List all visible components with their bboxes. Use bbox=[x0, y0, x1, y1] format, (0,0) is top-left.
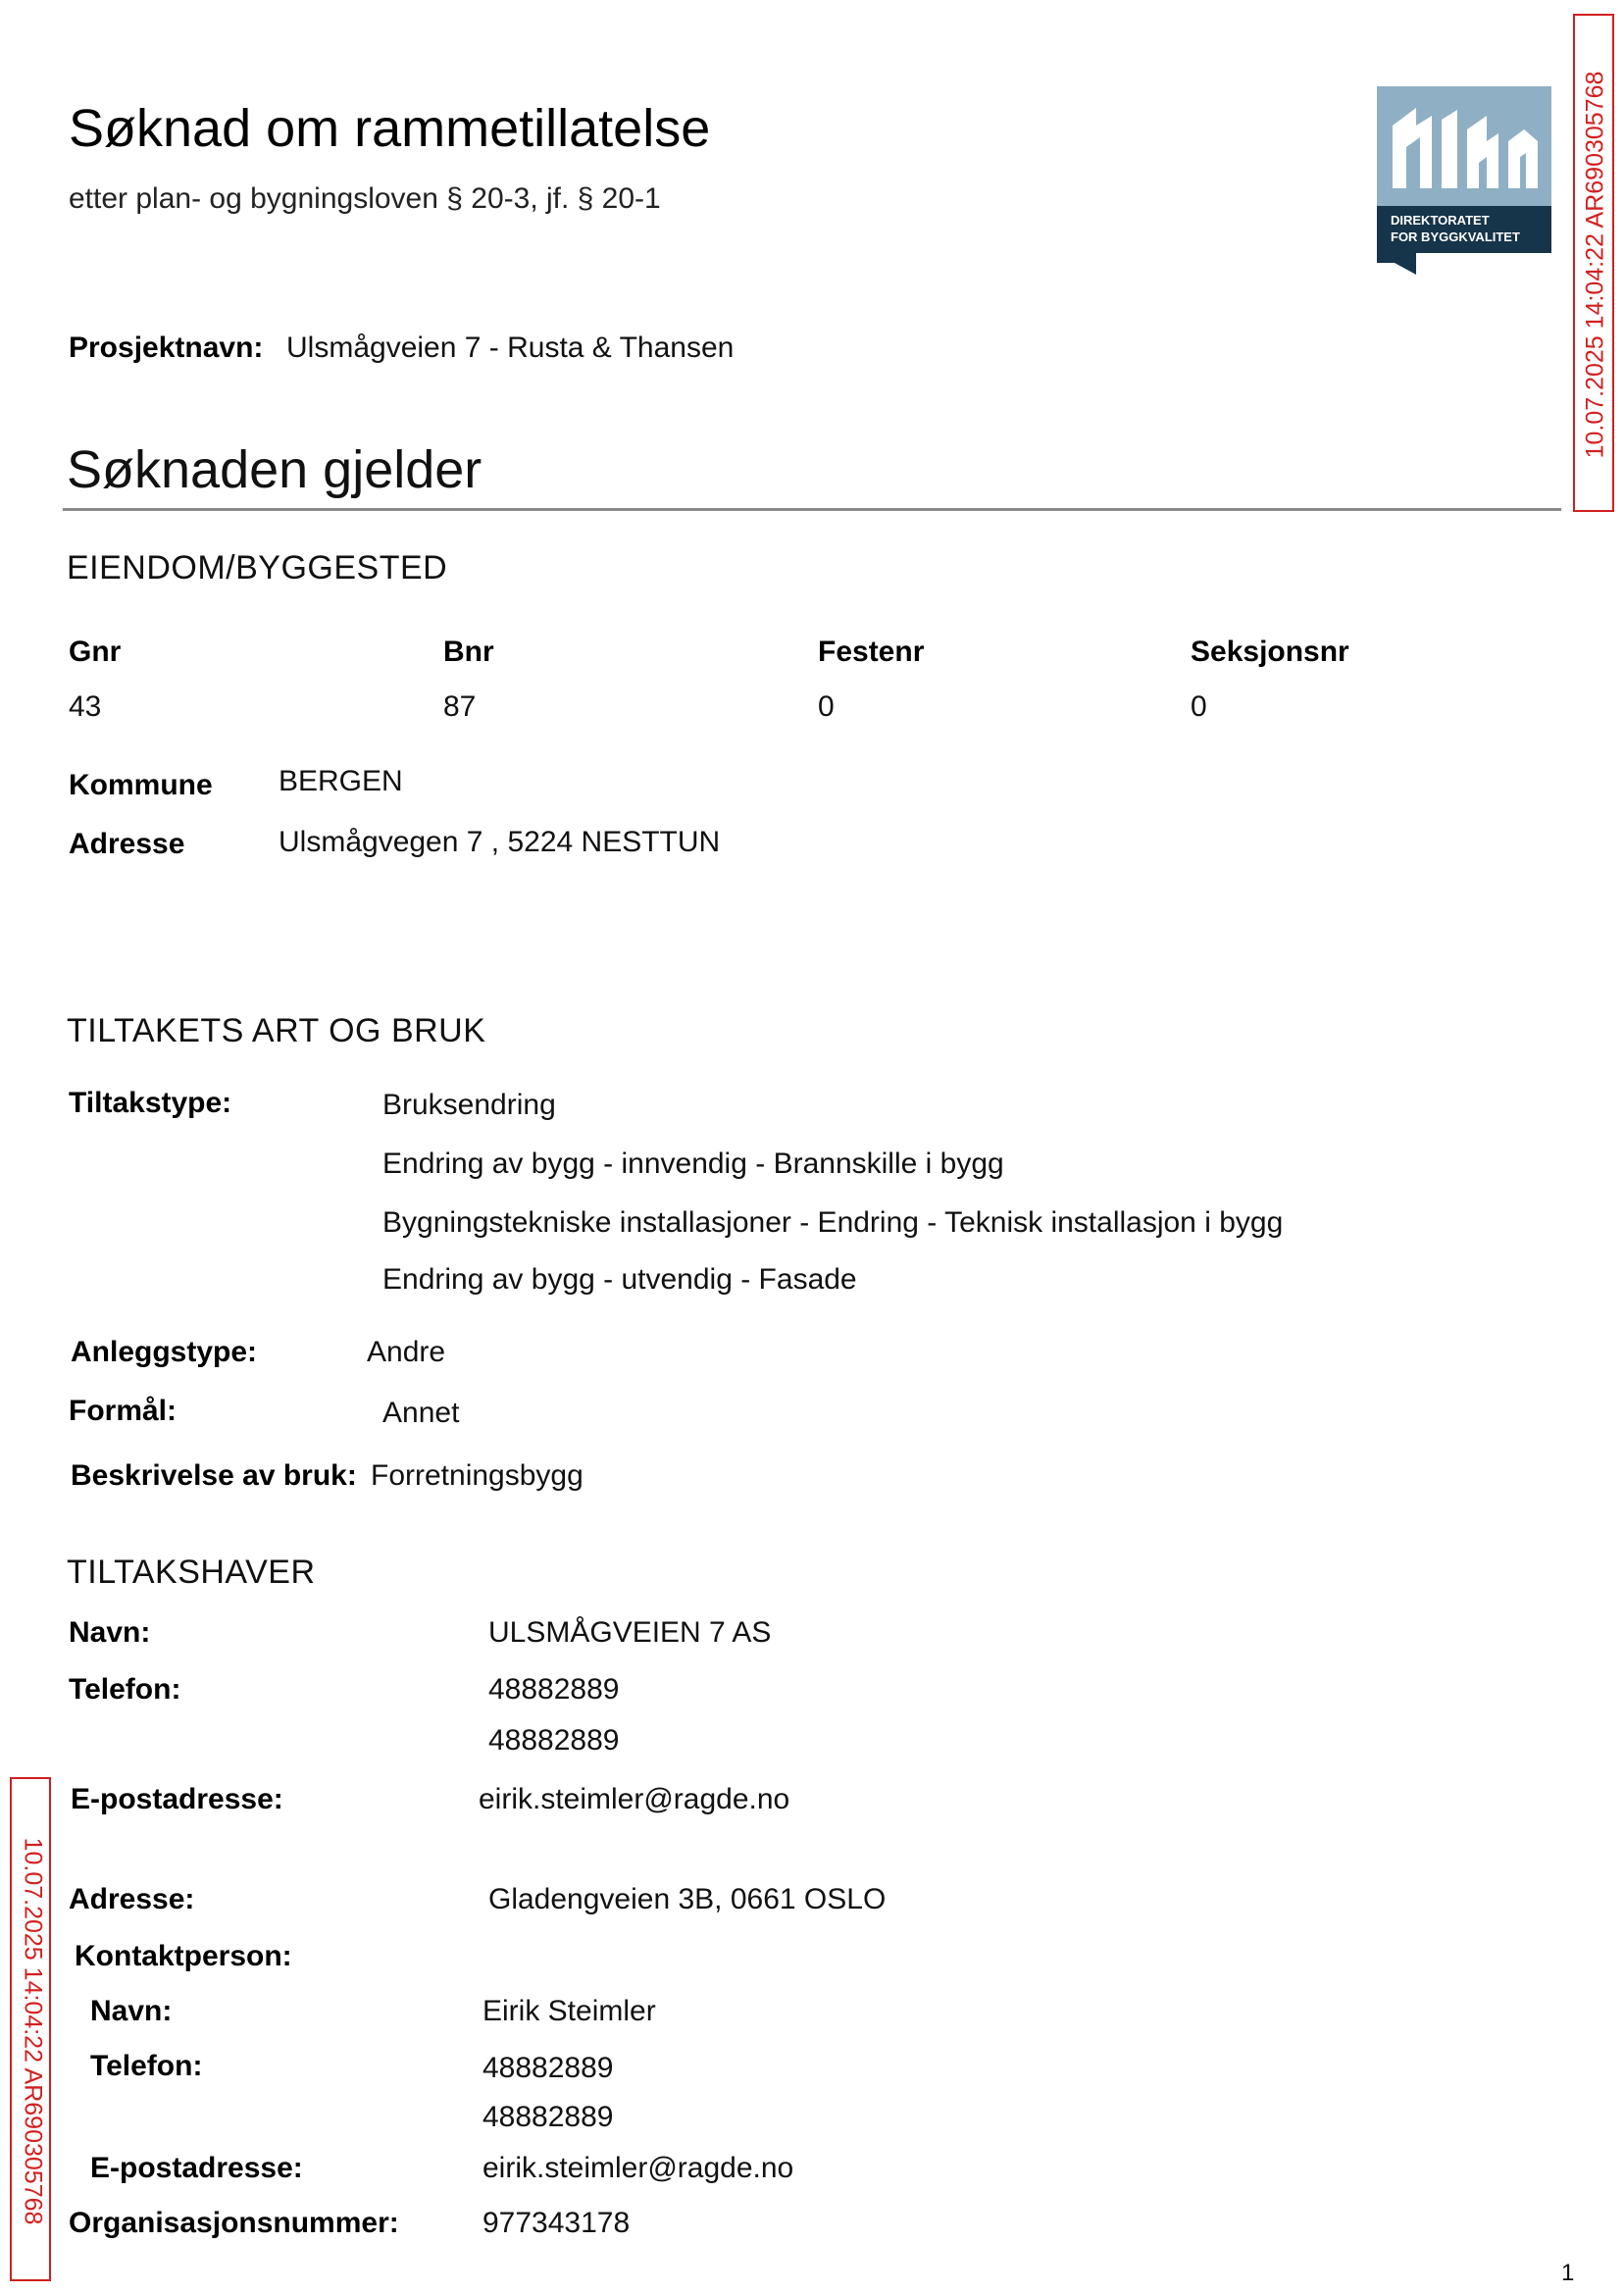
tiltakstype-value: Endring av bygg - utvendig - Fasade bbox=[382, 1263, 857, 1296]
archive-stamp-bottom bbox=[10, 1777, 51, 2281]
dibk-logo bbox=[1377, 86, 1551, 275]
tiltak-heading: TILTAKETS ART OG BRUK bbox=[67, 1012, 486, 1049]
seksjonsnr-label: Seksjonsnr bbox=[1191, 636, 1349, 668]
tiltakshaver-navn-label: Navn: bbox=[69, 1616, 151, 1649]
formal-label: Formål: bbox=[69, 1395, 178, 1427]
gnr-label: Gnr bbox=[69, 636, 122, 668]
kontakt-telefon-label: Telefon: bbox=[90, 2050, 203, 2082]
anleggstype-label: Anleggstype: bbox=[71, 1336, 258, 1368]
beskrivelse-value: Forretningsbygg bbox=[371, 1459, 584, 1492]
tiltakshaver-adresse-value: Gladengveien 3B, 0661 OSLO bbox=[488, 1883, 887, 1915]
document-subtitle: etter plan- og bygningsloven § 20-3, jf. § 20-1 bbox=[69, 182, 661, 215]
kommune-value: BERGEN bbox=[279, 765, 403, 797]
festenr-label: Festenr bbox=[818, 636, 925, 668]
tiltakshaver-epost-value: eirik.steimler@ragde.no bbox=[479, 1783, 790, 1815]
adresse-value: Ulsmågvegen 7 , 5224 NESTTUN bbox=[279, 826, 721, 858]
archive-stamp-top bbox=[1573, 14, 1614, 512]
project-name-value: Ulsmågveien 7 - Rusta & Thansen bbox=[286, 331, 735, 364]
section-divider bbox=[63, 508, 1561, 511]
tiltakstype-value: Endring av bygg - innvendig - Brannskille i bygg bbox=[382, 1147, 1004, 1180]
kontaktperson-label: Kontaktperson: bbox=[75, 1940, 292, 1972]
kontakt-epost-label: E-postadresse: bbox=[90, 2152, 303, 2184]
kontakt-telefon-value: 48882889 bbox=[482, 2101, 614, 2133]
anleggstype-value: Andre bbox=[367, 1336, 446, 1368]
section-heading: Søknaden gjelder bbox=[67, 440, 482, 499]
building-logo-icon bbox=[1377, 86, 1551, 275]
document-title: Søknad om rammetillatelse bbox=[69, 99, 711, 158]
tiltakshaver-navn-value: ULSMÅGVEIEN 7 AS bbox=[488, 1616, 772, 1649]
adresse-label: Adresse bbox=[69, 828, 185, 860]
kontakt-navn-label: Navn: bbox=[90, 1995, 173, 2027]
kontakt-epost-value: eirik.steimler@ragde.no bbox=[482, 2152, 794, 2184]
tiltakstype-value: Bygningstekniske installasjoner - Endring - Teknisk installasjon i bygg bbox=[382, 1206, 1284, 1239]
kommune-label: Kommune bbox=[69, 769, 213, 801]
beskrivelse-label: Beskrivelse av bruk: bbox=[71, 1459, 357, 1492]
formal-value: Annet bbox=[382, 1397, 460, 1429]
tiltakshaver-telefon-value: 48882889 bbox=[488, 1673, 620, 1706]
property-heading: EIENDOM/BYGGESTED bbox=[67, 549, 448, 586]
tiltakshaver-telefon-label: Telefon: bbox=[69, 1673, 181, 1706]
project-name-label: Prosjektnavn: bbox=[69, 331, 264, 364]
logo-text-line2: FOR BYGGKVALITET bbox=[1391, 229, 1520, 244]
tiltakstype-value: Bruksendring bbox=[382, 1089, 556, 1121]
bnr-value: 87 bbox=[443, 690, 477, 723]
tiltakstype-label: Tiltakstype: bbox=[69, 1087, 232, 1119]
bnr-label: Bnr bbox=[443, 636, 494, 668]
tiltakshaver-adresse-label: Adresse: bbox=[69, 1883, 195, 1915]
logo-text-line1: DIREKTORATET bbox=[1391, 213, 1490, 228]
seksjonsnr-value: 0 bbox=[1191, 690, 1207, 723]
gnr-value: 43 bbox=[69, 690, 102, 723]
stamp-text: 10.07.2025 14:04:22 AR690305768 bbox=[1581, 71, 1609, 459]
tiltakshaver-telefon-value: 48882889 bbox=[488, 1724, 620, 1757]
festenr-value: 0 bbox=[818, 690, 835, 723]
tiltakshaver-heading: TILTAKSHAVER bbox=[67, 1554, 316, 1591]
orgnr-value: 977343178 bbox=[482, 2207, 631, 2239]
page-number: 1 bbox=[1561, 2260, 1575, 2286]
tiltakshaver-epost-label: E-postadresse: bbox=[71, 1783, 283, 1815]
orgnr-label: Organisasjonsnummer: bbox=[69, 2207, 399, 2239]
kontakt-navn-value: Eirik Steimler bbox=[482, 1995, 656, 2027]
kontakt-telefon-value: 48882889 bbox=[482, 2052, 614, 2084]
stamp-text: 10.07.2025 14:04:22 AR690305768 bbox=[19, 1837, 47, 2225]
